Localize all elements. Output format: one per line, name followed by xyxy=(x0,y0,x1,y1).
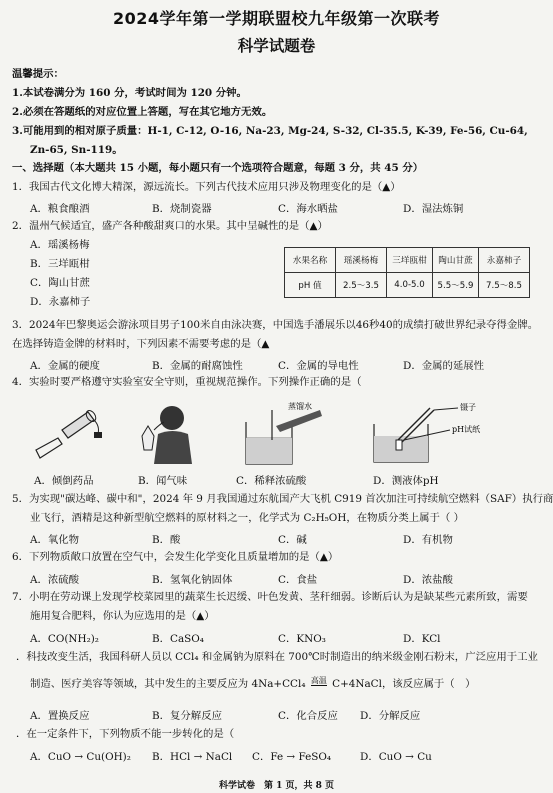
tweezers-label: 镊子 xyxy=(460,403,476,412)
q2-option-c: C．陶山甘蔗 xyxy=(30,277,90,289)
q5-stem-2: 业飞行，酒精是这种新型航空燃料的原材料之一，化学式为 C₂H₅OH，在物质分类上属于（ ） xyxy=(30,512,464,524)
q7-option-a: A．CO(NH₂)₂ xyxy=(30,633,99,645)
q4-option-a: A．倾倒药品 xyxy=(34,475,94,487)
tip-2: 2.必须在答题纸的对应位置上答题，写在其它地方无效。 xyxy=(12,106,273,118)
q6-option-c: C．食盐 xyxy=(278,574,318,586)
ph-table-cell: 三垟瓯柑 xyxy=(387,248,433,273)
q3-option-d: D．金属的延展性 xyxy=(403,360,485,372)
q6-option-b: B．氢氧化钠固体 xyxy=(152,574,233,586)
q5-stem: 5．为实现"碳达峰、碳中和"，2024 年 9 月我国通过东航国产大飞机 C919 首次加注可持续航空燃料（SAF）执行商 xyxy=(12,493,553,505)
ph-table-cell: 陶山甘蔗 xyxy=(433,248,479,273)
q5-option-a: A．氧化物 xyxy=(30,534,80,546)
ph-table-cell: 4.0-5.0 xyxy=(387,273,433,298)
tip-3-cont: Zn-65, Sn-119。 xyxy=(30,144,123,156)
q3-option-b: B．金属的耐腐蚀性 xyxy=(152,360,243,372)
pouring-figure xyxy=(28,400,108,464)
q5-option-c: C．碱 xyxy=(278,534,307,546)
ph-table-row xyxy=(285,273,530,298)
q2-stem: 2．温州气候适宜，盛产各种酸甜爽口的水果。其中呈碱性的是（▲） xyxy=(12,220,328,232)
q6-option-a: A．浓硫酸 xyxy=(30,574,80,586)
q5-option-d: D．有机物 xyxy=(403,534,453,546)
q9-stem: ．在一定条件下，下列物质不能一步转化的是（ xyxy=(16,728,235,740)
tip-3: 3.可能用到的相对原子质量：H-1, C-12, O-16, Na-23, Mg-24, S-32, Cl-35.5, K-39, Fe-56, Cu-64, xyxy=(12,125,528,137)
q7-stem: 7．小明在劳动课上发现学校菜园里的蔬菜生长迟缓、叶色发黄、茎秆细弱。诊断后认为是缺某些元素所致，需要 xyxy=(12,591,528,603)
q2-option-b: B．三垟瓯柑 xyxy=(30,258,90,270)
q5-option-b: B．酸 xyxy=(152,534,181,546)
q3-stem: 3．2024年巴黎奥运会游泳项目男子100米自由泳决赛，中国选手潘展乐以46秒40的成绩打破世界纪录夺得金牌。 xyxy=(12,319,539,331)
q4-option-d: D．测液体pH xyxy=(373,475,439,487)
exam-subtitle: 科学试题卷 xyxy=(237,37,316,55)
q4-option-c: C．稀释浓硫酸 xyxy=(236,475,307,487)
ph-paper-label: pH试纸 xyxy=(452,425,481,434)
tip-1: 1.本试卷满分为 160 分，考试时间为 120 分钟。 xyxy=(12,87,247,99)
q8-option-a: A．置换反应 xyxy=(30,710,90,722)
q9-option-d: D．CuO → Cu xyxy=(360,751,432,763)
ph-table-cell: 7.5～8.5 xyxy=(479,273,530,298)
q8-option-d: D．分解反应 xyxy=(360,710,421,722)
ph-table-cell: 永嘉柿子 xyxy=(479,248,530,273)
ph-table-cell: 2.5～3.5 xyxy=(336,273,387,298)
q2-option-d: D．永嘉柿子 xyxy=(30,296,91,308)
q9-option-c: C．Fe → FeSO₄ xyxy=(252,751,332,763)
distilled-water-label: 蒸馏水 xyxy=(288,402,312,411)
section-heading: 一、选择题（本大题共 15 小题，每小题只有一个选项符合题意，每题 3 分，共 45 分） xyxy=(12,162,424,174)
q9-option-a: A．CuO → Cu(OH)₂ xyxy=(30,751,131,763)
q2-options xyxy=(30,239,90,315)
ph-table-cell: pH 值 xyxy=(285,273,336,298)
reaction-condition: 高温 xyxy=(310,676,327,685)
q7-option-b: B．CaSO₄ xyxy=(152,633,204,645)
q3-stem-2: 在选择铸造金牌的材料时，下列因素不需要考虑的是（▲ xyxy=(12,338,270,350)
q1-option-a: A．粮食酿酒 xyxy=(30,203,90,215)
q6-stem: 6．下列物质敞口放置在空气中，会发生化学变化且质量增加的是（▲） xyxy=(12,551,339,563)
q1-option-b: B．烧制瓷器 xyxy=(152,203,212,215)
page-footer: 科学试卷 第 1 页，共 8 页 xyxy=(218,781,335,791)
q1-stem: 1．我国古代文化博大精深，源远流长。下列古代技术应用只涉及物理变化的是（▲） xyxy=(12,181,401,193)
q1-option-d: D．湿法炼铜 xyxy=(403,203,464,215)
q7-stem-2: 施用复合肥料，你认为应选用的是（▲） xyxy=(30,610,215,622)
q6-option-d: D．浓盐酸 xyxy=(403,574,453,586)
q4-option-b: B．闻气味 xyxy=(138,475,188,487)
ph-table-cell: 瑶溪杨梅 xyxy=(336,248,387,273)
smelling-figure xyxy=(130,400,200,464)
q2-option-a: A．瑶溪杨梅 xyxy=(30,239,90,251)
q7-option-d: D．KCl xyxy=(403,633,441,645)
exam-title: 2024学年第一学期联盟校九年级第一次联考 xyxy=(112,9,441,28)
q1-option-c: C．海水晒盐 xyxy=(278,203,338,215)
q3-option-a: A．金属的硬度 xyxy=(30,360,100,372)
ph-table xyxy=(284,247,530,298)
q4-stem: 4．实验时要严格遵守实验室安全守则，重视规范操作。下列操作正确的是（ xyxy=(12,376,362,388)
dilution-figure xyxy=(236,400,326,468)
q8-option-b: B．复分解反应 xyxy=(152,710,222,722)
q8-option-c: C．化合反应 xyxy=(278,710,338,722)
tips-heading: 温馨提示： xyxy=(12,68,64,80)
ph-table-header xyxy=(285,248,530,273)
q9-option-b: B．HCl → NaCl xyxy=(152,751,233,763)
q8-stem: ．科技改变生活，我国科研人员以 CCl₄ 和金属钠为原料在 700℃时制造出的纳米级金刚石粉末，广泛应用于工业 xyxy=(16,651,538,663)
ph-test-figure xyxy=(368,400,498,468)
q8-stem-2: 制造、医疗美容等领域，其中发生的主要反应为 4Na+CCl₄ 高温 C+4NaCl，该反应属于（ ） xyxy=(30,676,476,690)
ph-table-cell: 水果名称 xyxy=(285,248,336,273)
q3-option-c: C．金属的导电性 xyxy=(278,360,359,372)
q7-option-c: C．KNO₃ xyxy=(278,633,326,645)
ph-table-cell: 5.5～5.9 xyxy=(433,273,479,298)
